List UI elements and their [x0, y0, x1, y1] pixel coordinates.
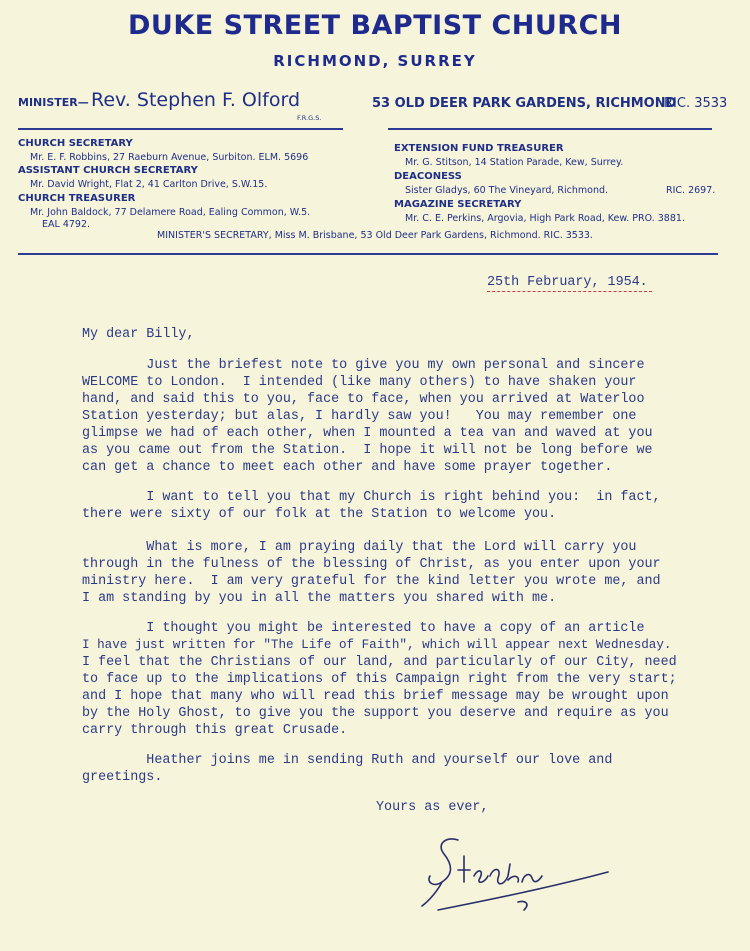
- paragraph-line: Heather joins me in sending Ruth and yourself our love and: [82, 753, 613, 768]
- paragraph-line: I feel that the Christians of our land, and particularly of our City, need: [82, 655, 677, 670]
- paragraph-line: I thought you might be interested to have a copy of an article: [82, 621, 645, 636]
- paragraph-line: hand, and said this to you, face to face, when you arrived at Waterloo: [82, 392, 645, 407]
- paragraph-line: WELCOME to London. I intended (like many others) to have shaken your: [82, 375, 637, 390]
- paragraph-line: greetings.: [82, 770, 163, 785]
- paragraph-line: Station yesterday; but alas, I hardly saw you! You may remember one: [82, 409, 637, 424]
- paragraph-line: I want to tell you that my Church is right behind you: in fact,: [82, 490, 661, 505]
- officer-detail-assistant-secretary: Mr. David Wright, Flat 2, 41 Carlton Drive, S.W.15.: [30, 179, 268, 190]
- letter-date: 25th February, 1954.: [487, 275, 648, 290]
- paragraph-line: I am standing by you in all the matters you shared with me.: [82, 591, 557, 606]
- paragraph-line: by the Holy Ghost, to give you the support you deserve and require as you: [82, 706, 669, 721]
- officer-detail-extension-fund: Mr. G. Stitson, 14 Station Parade, Kew, Surrey.: [405, 157, 624, 168]
- officer-title-church-secretary: CHURCH SECRETARY: [18, 138, 133, 149]
- church-address: 53 OLD DEER PARK GARDENS, RICHMOND: [372, 96, 677, 111]
- officer-phone-deaconess: RIC. 2697.: [666, 185, 716, 196]
- church-location: RICHMOND, SURREY: [273, 52, 477, 70]
- officer-title-assistant-secretary: ASSISTANT CHURCH SECRETARY: [18, 165, 198, 176]
- closing: Yours as ever,: [376, 800, 489, 815]
- paragraph-line: to face up to the implications of this Campaign right from the very start;: [82, 672, 677, 687]
- church-phone: RIC. 3533: [664, 96, 728, 111]
- minister-secretary: MINISTER'S SECRETARY, Miss M. Brisbane, 53 Old Deer Park Gardens, Richmond. RIC. 3533.: [157, 230, 593, 241]
- paragraph-line: and I hope that many who will read this brief message may be wrought upon: [82, 689, 669, 704]
- paragraph-line: glimpse we had of each other, when I mounted a tea van and waved at you: [82, 426, 653, 441]
- paragraph-line: ministry here. I am very grateful for the kind letter you wrote me, and: [82, 574, 661, 589]
- paragraph-line: carry through this great Crusade.: [82, 723, 348, 738]
- paragraph-line: What is more, I am praying daily that the Lord will carry you: [82, 540, 637, 555]
- signature: [418, 830, 618, 920]
- minister-rule: [18, 128, 343, 130]
- paragraph-line: through in the fulness of the blessing of Christ, as you enter upon your: [82, 557, 661, 572]
- date-underline: [487, 291, 652, 292]
- officer-detail-magazine-secretary: Mr. C. E. Perkins, Argovia, High Park Road, Kew. PRO. 3881.: [405, 213, 685, 224]
- paragraph-line: I have just written for "The Life of Faith", which will appear next Wednesday.: [82, 638, 672, 652]
- church-name: DUKE STREET BAPTIST CHURCH: [128, 10, 622, 41]
- salutation: My dear Billy,: [82, 327, 195, 342]
- paragraph-line: Just the briefest note to give you my own personal and sincere: [82, 358, 645, 373]
- officer-title-deaconess: DEACONESS: [394, 171, 462, 182]
- paragraph-line: there were sixty of our folk at the Station to welcome you.: [82, 507, 557, 522]
- minister-qualifications: F.R.G.S.: [297, 114, 322, 122]
- paragraph-line: can get a chance to meet each other and have some prayer together.: [82, 460, 613, 475]
- officer-title-church-treasurer: CHURCH TREASURER: [18, 193, 136, 204]
- minister-role: MINISTER—: [18, 96, 89, 109]
- minister-name: Rev. Stephen F. Olford: [91, 89, 300, 111]
- officer-detail-church-treasurer: Mr. John Baldock, 77 Delamere Road, Ealing Common, W.5.: [30, 207, 311, 218]
- officer-title-magazine-secretary: MAGAZINE SECRETARY: [394, 199, 522, 210]
- address-rule: [388, 128, 712, 130]
- paragraph-line: as you came out from the Station. I hope it will not be long before we: [82, 443, 653, 458]
- officer-title-extension-fund: EXTENSION FUND TREASURER: [394, 143, 564, 154]
- letterhead-bottom-rule: [18, 253, 718, 255]
- officer-detail-deaconess: Sister Gladys, 60 The Vineyard, Richmond.: [405, 185, 609, 196]
- officer-detail-church-secretary: Mr. E. F. Robbins, 27 Raeburn Avenue, Surbiton. ELM. 5696: [30, 152, 309, 163]
- officer-detail-church-treasurer-phone: EAL 4792.: [42, 219, 91, 230]
